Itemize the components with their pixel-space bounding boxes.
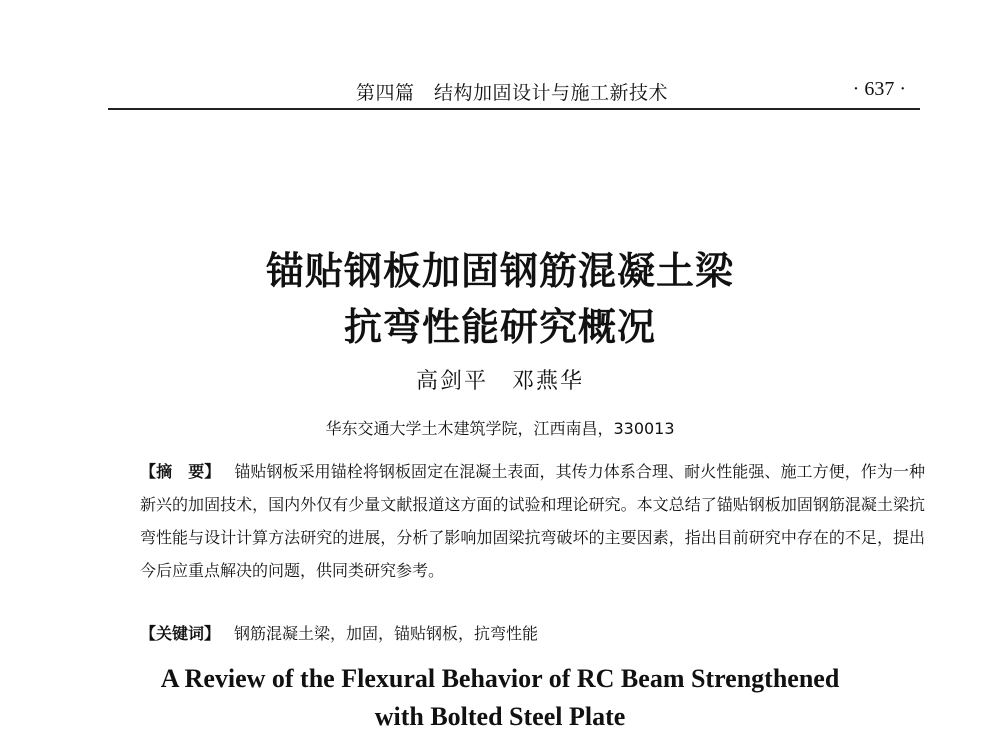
paper-title-line-2: 抗弯性能研究概况 — [343, 304, 656, 349]
abstract — [140, 455, 925, 587]
english-title-line-1: A Review of the Flexural Behavior of RC Beam Strengthened — [160, 664, 840, 693]
keywords — [140, 621, 925, 644]
page-number: · 637 · — [852, 78, 906, 100]
keywords-label: 【关键词】 — [140, 624, 221, 643]
section-title: 第四篇 结构加固设计与施工新技术 — [356, 82, 669, 104]
running-head — [108, 74, 920, 110]
keywords-text: 钢筋混凝土梁，加固，锚贴钢板，抗弯性能 — [234, 624, 539, 643]
affiliation: 华东交通大学土木建筑学院，江西南昌，330013 — [325, 419, 675, 438]
paper-title-line-1: 锚贴钢板加固钢筋混凝土梁 — [265, 248, 734, 293]
abstract-text: 锚贴钢板采用锚栓将钢板固定在混凝土表面，其传力体系合理、耐火性能强、施工方便，作为一种新兴的加固技术，国内外仅有少量文献报道这方面的试验和理论研究。本文总结了锚贴钢板加固钢筋混凝土梁抗弯性能与设计计算方法研究的进展，分析了影响加固梁抗弯破坏的主要因素，指出目前研究中存在的不足，提出今后应重点解决的问题，供同类研究参考。 — [140, 462, 925, 580]
abstract-label: 【摘 要】 — [140, 462, 221, 481]
english-title-line-2: with Bolted Steel Plate — [374, 702, 626, 731]
authors: 高剑平 邓燕华 — [415, 369, 584, 394]
